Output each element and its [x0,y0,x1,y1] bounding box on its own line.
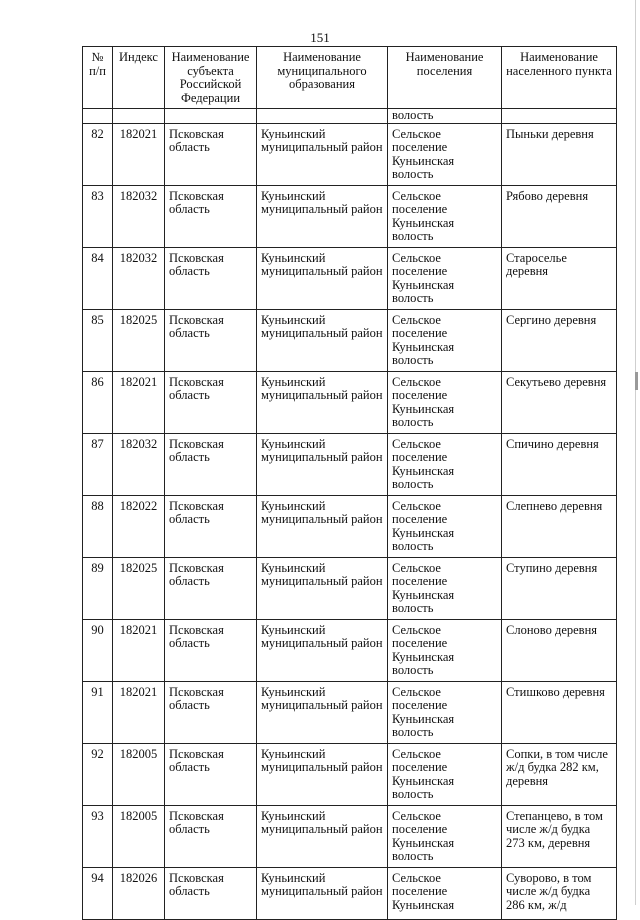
table-cell [502,109,617,124]
cell-number: 94 [83,867,113,919]
cell-settlement: Сельское поселение Куньинская [388,867,502,919]
cell-subject: Псковская область [165,185,257,247]
cell-locality: Сопки, в том числе ж/д будка 282 км, деревня [502,743,617,805]
settlements-table [82,46,617,920]
cell-subject: Псковская область [165,309,257,371]
table-row [83,185,617,247]
table-row [83,371,617,433]
cell-settlement: Сельское поселение Куньинская волость [388,495,502,557]
table-cell [83,109,113,124]
table-body [83,109,617,920]
cell-municipality: Куньинский муниципальный район [257,557,388,619]
table-row [83,805,617,867]
table-row [83,309,617,371]
cell-municipality: Куньинский муниципальный район [257,309,388,371]
table-row [83,681,617,743]
cell-number: 83 [83,185,113,247]
header-locality: Наименование населенного пункта [502,47,617,109]
table-row [83,557,617,619]
cell-municipality: Куньинский муниципальный район [257,681,388,743]
cell-locality: Рябово деревня [502,185,617,247]
table-row [83,247,617,309]
cell-subject: Псковская область [165,557,257,619]
page-number: 151 [310,30,330,45]
cell-number: 93 [83,805,113,867]
cell-municipality: Куньинский муниципальный район [257,867,388,919]
cell-locality: Стишково деревня [502,681,617,743]
cell-municipality: Куньинский муниципальный район [257,185,388,247]
cell-index: 182021 [113,123,165,185]
cell-index: 182032 [113,247,165,309]
cell-settlement: Сельское поселение Куньинская волость [388,247,502,309]
header-settlement: Наименование поселения [388,47,502,109]
header-subject: Наименование субъекта Российской Федерации [165,47,257,109]
table-row [83,495,617,557]
header-municipality: Наименование муниципального образования [257,47,388,109]
cell-settlement: Сельское поселение Куньинская волость [388,743,502,805]
cell-index: 182022 [113,495,165,557]
cell-municipality: Куньинский муниципальный район [257,247,388,309]
cell-municipality: Куньинский муниципальный район [257,495,388,557]
table-header [83,47,617,109]
cell-settlement: Сельское поселение Куньинская волость [388,619,502,681]
scan-edge-line [635,0,636,905]
cell-subject: Псковская область [165,433,257,495]
cell-settlement: Сельское поселение Куньинская волость [388,123,502,185]
cell-subject: Псковская область [165,495,257,557]
table-cell [257,109,388,124]
header-number: № п/п [83,47,113,109]
cell-number: 89 [83,557,113,619]
cell-locality: Слоново деревня [502,619,617,681]
cell-settlement: Сельское поселение Куньинская волость [388,371,502,433]
cell-subject: Псковская область [165,743,257,805]
cell-locality: Сергино деревня [502,309,617,371]
table-row [83,123,617,185]
cell-municipality: Куньинский муниципальный район [257,619,388,681]
cell-settlement: Сельское поселение Куньинская волость [388,557,502,619]
cell-index: 182025 [113,557,165,619]
table-cell [165,109,257,124]
cell-municipality: Куньинский муниципальный район [257,743,388,805]
cell-index: 182021 [113,619,165,681]
cell-index: 182021 [113,371,165,433]
cell-number: 92 [83,743,113,805]
table-row [83,433,617,495]
cell-index: 182025 [113,309,165,371]
cell-locality: Степанцево, в том числе ж/д будка 273 км, деревня [502,805,617,867]
cell-index: 182026 [113,867,165,919]
table-row [83,867,617,919]
cell-municipality: Куньинский муниципальный район [257,805,388,867]
table-row [83,619,617,681]
cell-number: 90 [83,619,113,681]
table-cell [113,109,165,124]
cell-settlement: Сельское поселение Куньинская волость [388,433,502,495]
cell-index: 182032 [113,185,165,247]
cell-municipality: Куньинский муниципальный район [257,123,388,185]
cell-settlement: Сельское поселение Куньинская волость [388,309,502,371]
cell-settlement: Сельское поселение Куньинская волость [388,681,502,743]
cell-locality: Слепнево деревня [502,495,617,557]
cell-municipality: Куньинский муниципальный район [257,371,388,433]
cell-subject: Псковская область [165,123,257,185]
cell-index: 182032 [113,433,165,495]
cell-subject: Псковская область [165,681,257,743]
table-row [83,743,617,805]
cell-locality: Суворово, в том числе ж/д будка 286 км, ж/д [502,867,617,919]
cell-subject: Псковская область [165,867,257,919]
cell-index: 182021 [113,681,165,743]
cell-index: 182005 [113,805,165,867]
cell-subject: Псковская область [165,619,257,681]
cell-number: 84 [83,247,113,309]
cell-subject: Псковская область [165,371,257,433]
scan-edge-mark [635,372,638,390]
cell-settlement: Сельское поселение Куньинская волость [388,185,502,247]
cell-number: 88 [83,495,113,557]
header-index: Индекс [113,47,165,109]
cell-locality: Спичино деревня [502,433,617,495]
cell-municipality: Куньинский муниципальный район [257,433,388,495]
cell-subject: Псковская область [165,247,257,309]
cell-number: 87 [83,433,113,495]
header-row [83,47,617,109]
cell-number: 91 [83,681,113,743]
cell-locality: Староселье деревня [502,247,617,309]
continuation-row [83,109,617,124]
cell-number: 85 [83,309,113,371]
table-cell: волость [388,109,502,124]
cell-number: 86 [83,371,113,433]
cell-number: 82 [83,123,113,185]
cell-locality: Секутьево деревня [502,371,617,433]
cell-locality: Пыньки деревня [502,123,617,185]
cell-locality: Ступино деревня [502,557,617,619]
cell-subject: Псковская область [165,805,257,867]
cell-settlement: Сельское поселение Куньинская волость [388,805,502,867]
cell-index: 182005 [113,743,165,805]
